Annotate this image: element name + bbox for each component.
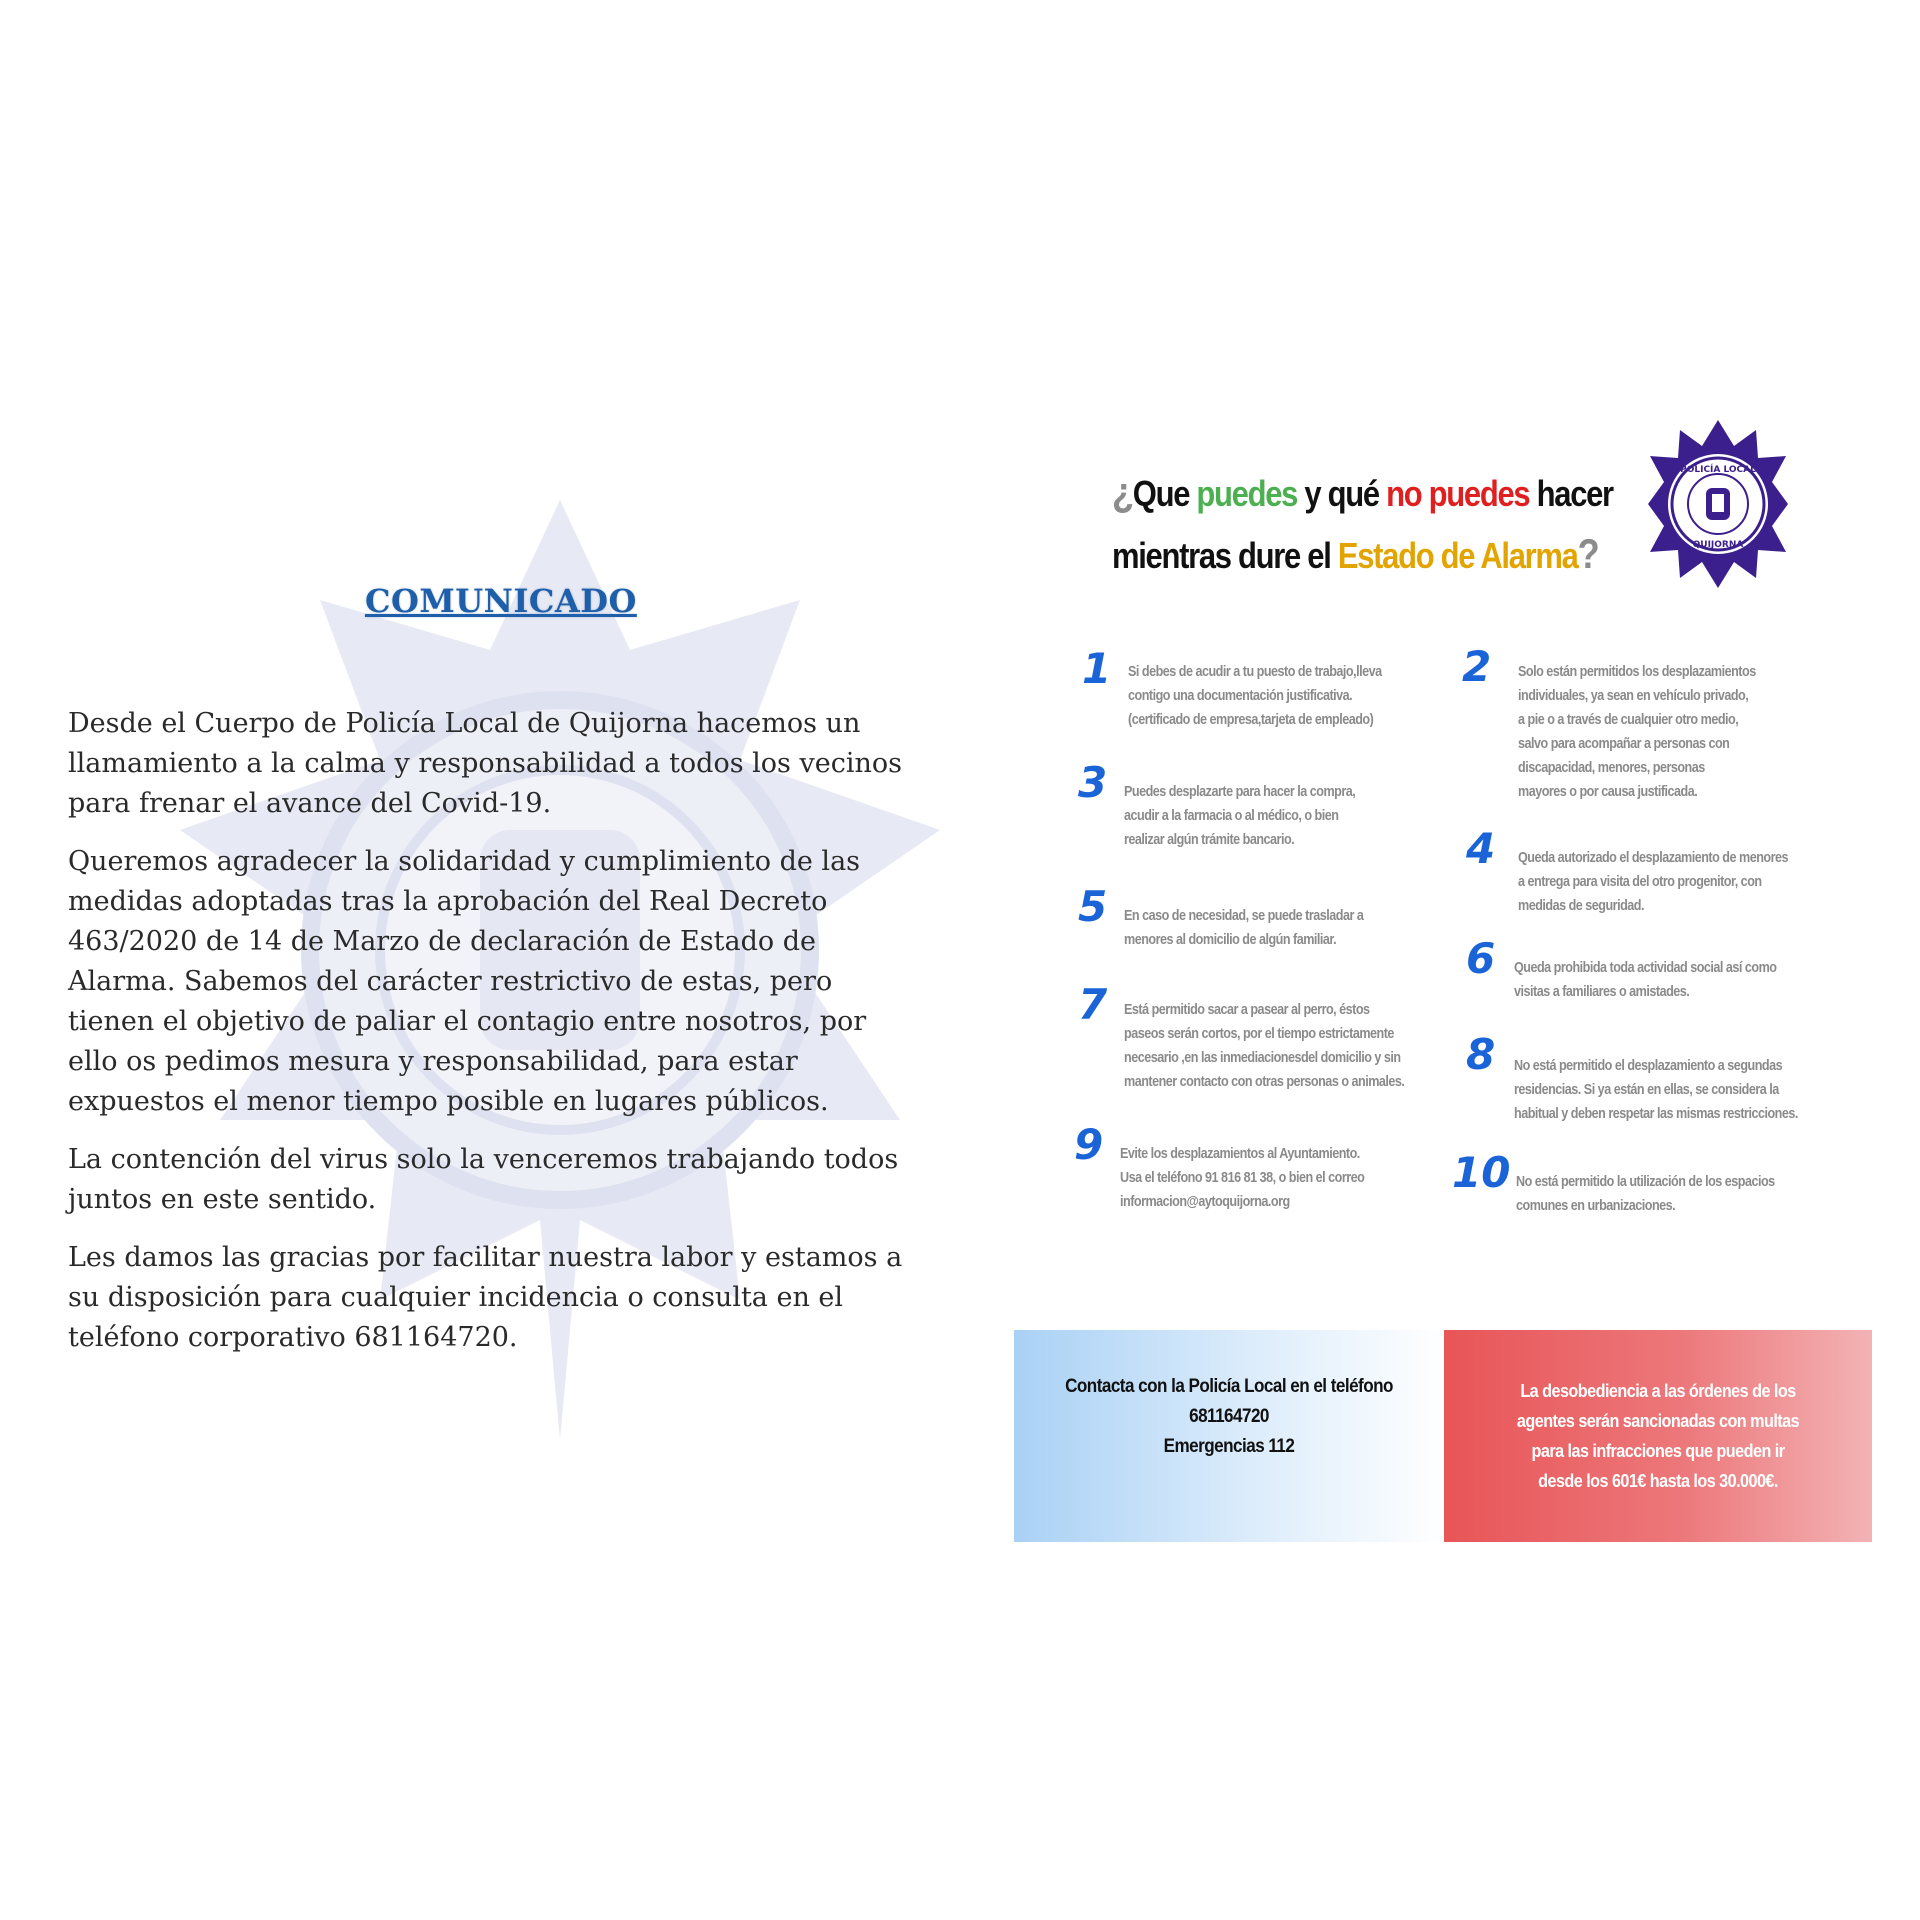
rule-number: 3 xyxy=(1078,758,1108,807)
contact-box xyxy=(1014,1330,1444,1542)
contact-line: Contacta con la Policía Local en el teléfono xyxy=(1065,1376,1393,1397)
comunicado-title: COMUNICADO xyxy=(365,582,637,620)
rule-number: 6 xyxy=(1466,934,1496,983)
rule-text: Evite los desplazamientos al Ayuntamiento. Usa el teléfono 91 816 81 38, o bien el correo informacion@aytoquijorna.org xyxy=(1120,1145,1365,1210)
rule-text: Solo están permitidos los desplazamientos individuales, ya sean en vehículo privado, a pie o a través de cualquier otro medio, salvo para acompañar a personas con discapacidad, menores, personas mayores o por causa justificada. xyxy=(1518,663,1756,800)
warning-line: La desobediencia a las órdenes de los xyxy=(1520,1381,1796,1401)
rule-text: No está permitido la utilización de los espacios comunes en urbanizaciones. xyxy=(1516,1173,1775,1214)
rule-text: Si debes de acudir a tu puesto de trabajo,lleva contigo una documentación justificativa. (certificado de empresa,tarjeta de empleado) xyxy=(1128,663,1382,728)
rule-item xyxy=(1452,1148,1824,1218)
rule-item xyxy=(1082,644,1430,732)
comunicado-body xyxy=(68,704,908,1376)
rule-item xyxy=(1466,1030,1852,1126)
comunicado-paragraph: La contención del virus solo la venceremos trabajando todos juntos en este sentido. xyxy=(68,1144,899,1215)
badge-text-top: POLICÍA LOCAL xyxy=(1680,465,1756,475)
infographic-headline xyxy=(1112,462,1613,586)
policia-local-badge-icon xyxy=(1648,420,1788,588)
badge-text-bottom: QUIJORNA xyxy=(1692,540,1744,550)
warning-line: para las infracciones que pueden ir xyxy=(1531,1441,1785,1461)
comunicado-paragraph: Desde el Cuerpo de Policía Local de Quijorna hacemos un llamamiento a la calma y responsabilidad a todos los vecinos para frenar el avance del Covid-19. xyxy=(68,708,902,819)
rule-number: 5 xyxy=(1078,882,1108,931)
rule-number: 8 xyxy=(1466,1030,1496,1079)
rule-number: 2 xyxy=(1462,642,1492,691)
rule-item xyxy=(1074,1120,1411,1214)
rule-item xyxy=(1078,758,1399,852)
fines-warning-box xyxy=(1444,1330,1872,1542)
rule-item xyxy=(1462,642,1801,804)
rule-number: 4 xyxy=(1466,824,1496,873)
warning-line: agentes serán sancionadas con multas xyxy=(1516,1411,1800,1431)
rule-number: 1 xyxy=(1082,644,1112,693)
rule-item xyxy=(1466,934,1826,1004)
rule-text: Está permitido sacar a pasear al perro, éstos paseos serán cortos, por el tiempo estrictamente necesario ,en las inmediacionesdel domicilio y sin mantener contacto con otras personas o animales. xyxy=(1124,1001,1405,1090)
rule-number: 9 xyxy=(1074,1120,1104,1169)
rule-text: Queda autorizado el desplazamiento de menores a entrega para visita del otro progenitor, con medidas de seguridad. xyxy=(1518,849,1788,914)
rule-item xyxy=(1078,980,1458,1094)
rule-text: En caso de necesidad, se puede trasladar a menores al domicilio de algún familiar. xyxy=(1124,907,1364,948)
rule-item xyxy=(1466,824,1839,918)
rule-number: 10 xyxy=(1452,1148,1511,1197)
contact-emergency: Emergencias 112 xyxy=(1163,1436,1295,1457)
rule-number: 7 xyxy=(1078,980,1108,1029)
rule-text: No está permitido el desplazamiento a segundas residencias. Si ya están en ellas, se considera la habitual y deben respetar las mismas restricciones. xyxy=(1514,1057,1798,1122)
warning-line: desde los 601€ hasta los 30.000€. xyxy=(1538,1471,1778,1491)
rule-text: Puedes desplazarte para hacer la compra, acudir a la farmacia o al médico, o bien realizar algún trámite bancario. xyxy=(1124,783,1356,848)
rule-item xyxy=(1078,882,1409,952)
comunicado-paragraph: Queremos agradecer la solidaridad y cumplimiento de las medidas adoptadas tras la aprobación del Real Decreto 463/2020 de 14 de Marzo de declaración de Estado de Alarma. Sabemos del carácter restrictivo de estas, pero tienen el objetivo de paliar el contagio entre nosotros, por ello os pedimos mesura y responsabilidad, para estar expuestos el menor tiempo posible en lugares públicos. xyxy=(68,846,867,1117)
comunicado-paragraph: Les damos las gracias por facilitar nuestra labor y estamos a su disposición para cualquier incidencia o consulta en el teléfono corporativo 681164720. xyxy=(68,1242,903,1353)
rule-text: Queda prohibida toda actividad social así como visitas a familiares o amistades. xyxy=(1514,959,1777,1000)
headline-line-2: mientras dure el Estado de Alarma? xyxy=(1112,530,1599,577)
contact-phone: 681164720 xyxy=(1189,1406,1269,1427)
headline-line-1: ¿Que puedes y qué no puedes hacer xyxy=(1112,468,1613,515)
